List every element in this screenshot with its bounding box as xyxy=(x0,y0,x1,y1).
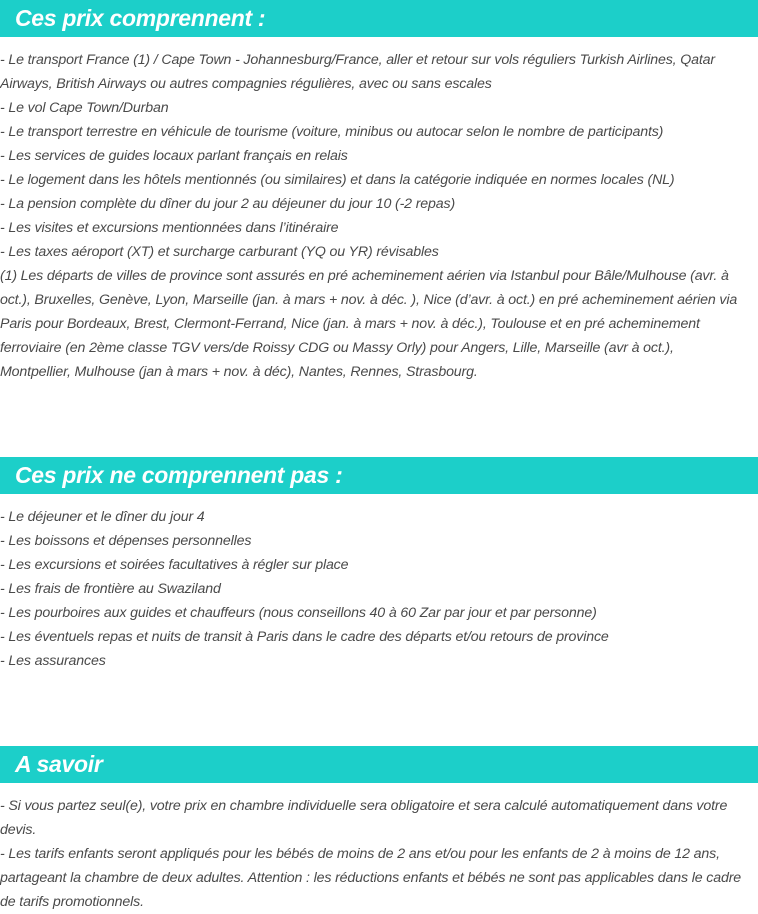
list-item: - Les services de guides locaux parlant français en relais xyxy=(0,148,348,164)
list-item: - Le vol Cape Town/Durban xyxy=(0,100,169,116)
list-item: - Si vous partez seul(e), votre prix en chambre individuelle sera obligatoire et sera calculé automatiquement dans votre devis. xyxy=(0,798,728,838)
list-item: - Les frais de frontière au Swaziland xyxy=(0,581,221,597)
section-header-to-know xyxy=(0,746,758,783)
included-list xyxy=(0,48,752,384)
list-item: - Les tarifs enfants seront appliqués pour les bébés de moins de 2 ans et/ou pour les enfants de 2 à moins de 12 ans, partageant la chambre de deux adultes. Attention : les réductions enfants et bébés ne sont pas applicables dans le cadre de tarifs promotionnels. xyxy=(0,846,742,910)
section-title-excluded: Ces prix ne comprennent pas : xyxy=(15,462,343,488)
list-item: - Le transport France (1) / Cape Town - Johannesburg/France, aller et retour sur vols réguliers Turkish Airlines, Qatar Airways, British Airways ou autres compagnies régulières, avec ou sans escales xyxy=(0,52,715,92)
list-item: - La pension complète du dîner du jour 2 au déjeuner du jour 10 (-2 repas) xyxy=(0,196,456,212)
list-item: - Les éventuels repas et nuits de transit à Paris dans le cadre des départs et/ou retours de province xyxy=(0,629,609,645)
list-item: - Le logement dans les hôtels mentionnés (ou similaires) et dans la catégorie indiquée en normes locales (NL) xyxy=(0,172,675,188)
to-know-list xyxy=(0,794,752,914)
list-item: - Les visites et excursions mentionnées dans l’itinéraire xyxy=(0,220,339,236)
list-item: - Les assurances xyxy=(0,653,106,669)
excluded-list xyxy=(0,505,752,673)
section-header-excluded xyxy=(0,457,758,494)
list-item: - Les taxes aéroport (XT) et surcharge carburant (YQ ou YR) révisables xyxy=(0,244,439,260)
list-item: - Le déjeuner et le dîner du jour 4 xyxy=(0,509,205,525)
list-item: - Les excursions et soirées facultatives à régler sur place xyxy=(0,557,349,573)
section-title-included: Ces prix comprennent : xyxy=(15,5,266,31)
section-header-included xyxy=(0,0,758,37)
list-item: - Les pourboires aux guides et chauffeurs (nous conseillons 40 à 60 Zar par jour et par personne) xyxy=(0,605,597,621)
footnote: (1) Les départs de villes de province sont assurés en pré acheminement aérien via Istanbul pour Bâle/Mulhouse (avr. à oct.), Bruxelles, Genève, Lyon, Marseille (jan. à mars + nov. à déc. ), Nice (d’avr. à oct.) en pré acheminement aérien via Paris pour Bordeaux, Brest, Clermont-Ferrand, Nice (jan. à mars + nov. à déc.), Toulouse et en pré acheminement ferroviaire (en 2ème classe TGV vers/de Roissy CDG ou Massy Orly) pour Angers, Lille, Marseille (avr à oct.), Montpellier, Mulhouse (jan à mars + nov. à déc), Nantes, Rennes, Strasbourg. xyxy=(0,268,738,380)
list-item: - Les boissons et dépenses personnelles xyxy=(0,533,252,549)
section-title-to-know: A savoir xyxy=(15,751,103,777)
list-item: - Le transport terrestre en véhicule de tourisme (voiture, minibus ou autocar selon le nombre de participants) xyxy=(0,124,664,140)
